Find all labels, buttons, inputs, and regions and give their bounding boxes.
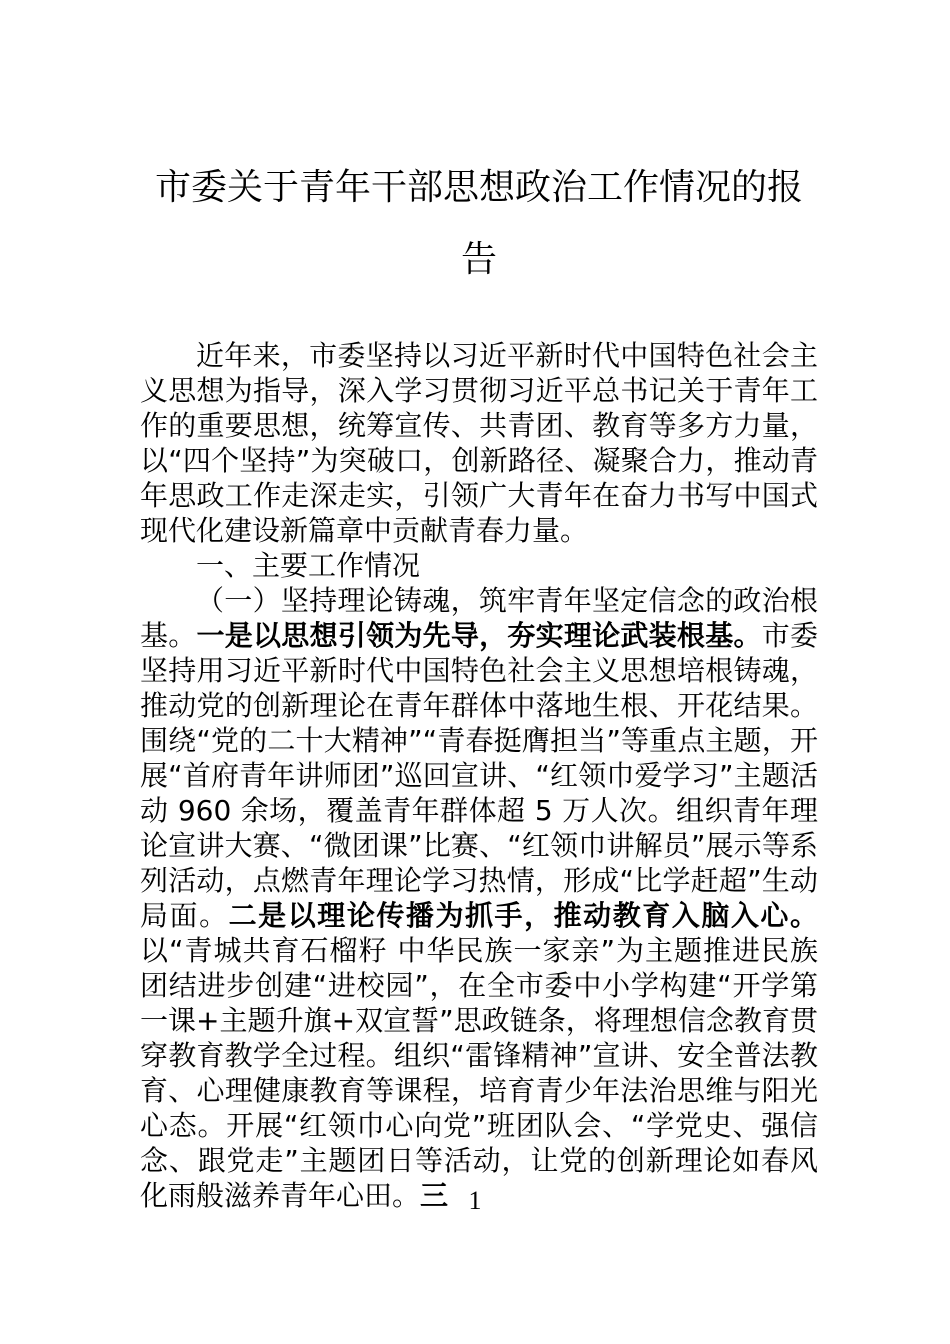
paragraph <box>140 548 818 583</box>
paragraph <box>140 583 818 1213</box>
text-run: 市委坚持用习近平新时代中国特色社会主义思想培根铸魂，推动党的创新理论在青年群体中落地生根、开花结果。围绕“党的二十大精神”“青春挺膺担当”等重点主题，开展“首府青年讲师团”巡回宣讲、“红领巾爱学习”主题活动 960 余场，覆盖青年群体超 5 万人次。组织青年理论宣讲大赛、“微团课”比赛、“红领巾讲解员”展示等系列活动，点燃青年理论学习热情，形成“比学赶超”生动局面。 <box>140 619 818 932</box>
text-run: 以“青城共育石榴籽 中华民族一家亲”为主题推进民族团结进步创建“进校园”，在全市委中小学构建“开学第一课+主题升旗+双宣誓”思政链条，将理想信念教育贯穿教育教学全过程。组织“雷锋精神”宣讲、安全普法教育、心理健康教育等课程，培育青少年法治思维与阳光心态。开展“红领巾心向党”班团队会、“学党史、强信念、跟党走”主题团日等活动，让党的创新理论如春风化雨般滋养青年心田。 <box>140 934 818 1212</box>
document-title <box>140 152 818 296</box>
page-number: 1 <box>468 1186 482 1215</box>
text-run: 二是以理论传播为抓手，推动教育入脑入心。 <box>228 899 818 932</box>
text-run: 三 <box>420 1179 449 1212</box>
text-run: 一、主要工作情况 <box>196 549 421 582</box>
text-run: （一）坚持理论铸魂，筑牢青年坚定信念的政治根基。 <box>140 584 818 652</box>
document-title-line2: 告 <box>460 239 497 280</box>
document-title-line1: 市委关于青年干部思想政治工作情况的报 <box>154 167 803 208</box>
document-body <box>140 338 818 1213</box>
document-content <box>140 152 818 1213</box>
text-run: 一是以思想引领为先导，夯实理论武装根基。 <box>196 619 762 652</box>
paragraph <box>140 338 818 548</box>
text-run: 近年来，市委坚持以习近平新时代中国特色社会主义思想为指导，深入学习贯彻习近平总书记关于青年工作的重要思想，统筹宣传、共青团、教育等多方力量，以“四个坚持”为突破口，创新路径、凝聚合力，推动青年思政工作走深走实，引领广大青年在奋力书写中国式现代化建设新篇章中贡献青春力量。 <box>140 339 818 547</box>
